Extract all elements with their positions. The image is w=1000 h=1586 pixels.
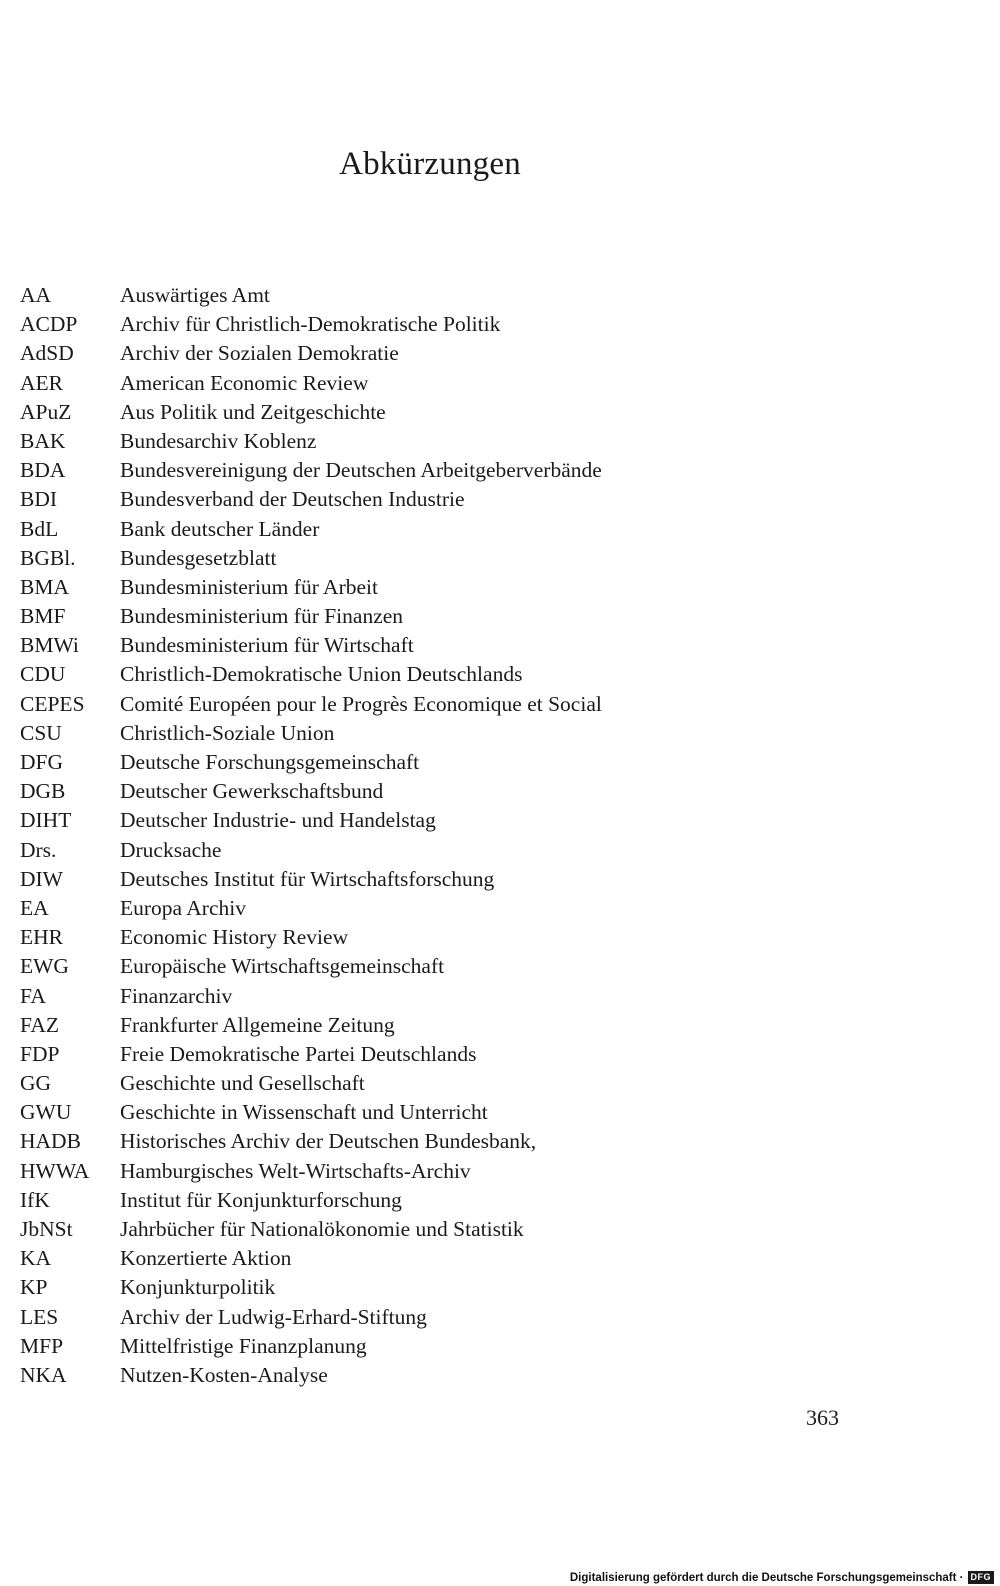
abbreviation-list bbox=[20, 281, 720, 1390]
abbreviation-meaning: Geschichte in Wissenschaft und Unterricht bbox=[120, 1100, 488, 1125]
abbreviation-meaning: Deutscher Gewerkschaftsbund bbox=[120, 779, 384, 804]
abbreviation: BDA bbox=[20, 458, 66, 483]
list-item bbox=[20, 748, 720, 777]
list-item bbox=[20, 398, 720, 427]
abbreviation: EA bbox=[20, 895, 49, 920]
abbreviation-meaning: Historisches Archiv der Deutschen Bundesbank, bbox=[120, 1129, 537, 1154]
list-item bbox=[20, 1303, 720, 1332]
abbreviation: ACDP bbox=[20, 312, 78, 337]
abbreviation-meaning: Archiv für Christlich-Demokratische Politik bbox=[120, 312, 501, 337]
abbreviation: CEPES bbox=[20, 691, 85, 716]
abbreviation: HADB bbox=[20, 1129, 81, 1154]
list-item bbox=[20, 1186, 720, 1215]
abbreviation-meaning: Drucksache bbox=[120, 837, 222, 862]
abbreviation-meaning: Jahrbücher für Nationalökonomie und Statistik bbox=[120, 1217, 524, 1241]
abbreviation: FA bbox=[20, 983, 46, 1008]
abbreviation-meaning: Deutsches Institut für Wirtschaftsforschung bbox=[120, 866, 495, 891]
list-item bbox=[20, 369, 720, 398]
abbreviation-meaning: Bundesministerium für Arbeit bbox=[120, 574, 378, 599]
abbreviation: BdL bbox=[20, 516, 59, 541]
abbreviation-meaning: Nutzen-Kosten-Analyse bbox=[120, 1362, 328, 1387]
list-item bbox=[20, 982, 720, 1011]
abbreviation: BAK bbox=[20, 428, 66, 453]
abbreviation-meaning: Konzertierte Aktion bbox=[120, 1246, 292, 1271]
abbreviation: KA bbox=[20, 1246, 52, 1271]
abbreviation-meaning: Bundesvereinigung der Deutschen Arbeitgeberverbände bbox=[120, 458, 602, 483]
abbreviation-meaning: Aus Politik und Zeitgeschichte bbox=[120, 399, 386, 424]
abbreviation-meaning: Mittelfristige Finanzplanung bbox=[120, 1333, 367, 1358]
list-item bbox=[20, 573, 720, 602]
abbreviation: CSU bbox=[20, 720, 62, 745]
abbreviation: CDU bbox=[20, 662, 66, 687]
list-item bbox=[20, 894, 720, 923]
abbreviation-meaning: Christlich-Demokratische Union Deutschlands bbox=[120, 662, 523, 687]
list-item bbox=[20, 427, 720, 456]
abbreviation-meaning: Bundesministerium für Wirtschaft bbox=[120, 633, 414, 658]
page-number: 363 bbox=[806, 1405, 839, 1430]
list-item bbox=[20, 1069, 720, 1098]
list-item bbox=[20, 719, 720, 748]
abbreviation: DIHT bbox=[20, 808, 72, 833]
dfg-logo: DFG bbox=[968, 1571, 995, 1584]
abbreviation: BMWi bbox=[20, 633, 79, 658]
abbreviation-meaning: Europäische Wirtschaftsgemeinschaft bbox=[120, 954, 445, 979]
abbreviation: AdSD bbox=[20, 341, 74, 366]
list-item bbox=[20, 1215, 720, 1244]
abbreviation: AER bbox=[20, 370, 63, 395]
list-item bbox=[20, 1332, 720, 1361]
list-item bbox=[20, 952, 720, 981]
abbreviation-meaning: Geschichte und Gesellschaft bbox=[120, 1071, 365, 1096]
list-item bbox=[20, 631, 720, 660]
abbreviation: LES bbox=[20, 1304, 59, 1329]
abbreviation-meaning: Hamburgisches Welt-Wirtschafts-Archiv bbox=[120, 1158, 471, 1183]
list-item bbox=[20, 923, 720, 952]
list-item bbox=[20, 1273, 720, 1302]
abbreviation: EHR bbox=[20, 925, 63, 950]
page-title: Abkürzungen bbox=[339, 146, 521, 182]
list-item bbox=[20, 1098, 720, 1127]
list-item bbox=[20, 660, 720, 689]
digitization-credit bbox=[570, 1571, 994, 1584]
abbreviation: APuZ bbox=[20, 399, 72, 424]
abbreviation-meaning: Comité Européen pour le Progrès Economique et Social bbox=[120, 691, 602, 716]
list-item bbox=[20, 1127, 720, 1156]
abbreviation-meaning: Konjunkturpolitik bbox=[120, 1275, 276, 1300]
abbreviation: HWWA bbox=[20, 1158, 90, 1183]
abbreviation: BMA bbox=[20, 574, 69, 599]
abbreviation-meaning: Bundesverband der Deutschen Industrie bbox=[120, 487, 465, 512]
abbreviation-meaning: Christlich-Soziale Union bbox=[120, 720, 335, 745]
list-item bbox=[20, 456, 720, 485]
abbreviation-meaning: Economic History Review bbox=[120, 925, 349, 950]
list-item bbox=[20, 485, 720, 514]
abbreviation: MFP bbox=[20, 1333, 64, 1358]
list-item bbox=[20, 1157, 720, 1186]
abbreviation-meaning: Bundesarchiv Koblenz bbox=[120, 428, 317, 453]
abbreviation: NKA bbox=[20, 1362, 67, 1387]
list-item bbox=[20, 310, 720, 339]
abbreviation-meaning: Archiv der Ludwig-Erhard-Stiftung bbox=[120, 1304, 427, 1329]
abbreviation: DIW bbox=[20, 866, 63, 891]
list-item bbox=[20, 1244, 720, 1273]
abbreviation-meaning: Europa Archiv bbox=[120, 895, 246, 920]
abbreviation: FAZ bbox=[20, 1012, 60, 1037]
abbreviation: FDP bbox=[20, 1041, 60, 1066]
list-item bbox=[20, 339, 720, 368]
abbreviation: AA bbox=[20, 283, 52, 307]
list-item bbox=[20, 777, 720, 806]
abbreviation-meaning: Freie Demokratische Partei Deutschlands bbox=[120, 1041, 477, 1066]
abbreviation-meaning: Archiv der Sozialen Demokratie bbox=[120, 341, 399, 366]
list-item bbox=[20, 836, 720, 865]
abbreviation: GWU bbox=[20, 1100, 72, 1125]
abbreviation-meaning: Auswärtiges Amt bbox=[120, 283, 270, 307]
abbreviation: BGBl. bbox=[20, 545, 76, 570]
list-item bbox=[20, 865, 720, 894]
list-item bbox=[20, 515, 720, 544]
abbreviation: JbNSt bbox=[20, 1217, 73, 1241]
abbreviation: Drs. bbox=[20, 837, 57, 862]
abbreviation: GG bbox=[20, 1071, 52, 1096]
abbreviation: EWG bbox=[20, 954, 69, 979]
abbreviation-meaning: Bundesministerium für Finanzen bbox=[120, 604, 404, 629]
abbreviation-meaning: Deutsche Forschungsgemeinschaft bbox=[120, 750, 420, 774]
list-item bbox=[20, 1040, 720, 1069]
list-item bbox=[20, 690, 720, 719]
list-item bbox=[20, 1361, 720, 1390]
list-item bbox=[20, 281, 720, 310]
abbreviation-meaning: Finanzarchiv bbox=[120, 983, 233, 1008]
abbreviation: BDI bbox=[20, 487, 58, 512]
list-item bbox=[20, 806, 720, 835]
abbreviation-meaning: Deutscher Industrie- und Handelstag bbox=[120, 808, 436, 833]
list-item bbox=[20, 544, 720, 573]
list-item bbox=[20, 602, 720, 631]
list-item bbox=[20, 1011, 720, 1040]
abbreviation-meaning: American Economic Review bbox=[120, 370, 369, 395]
abbreviation-meaning: Bank deutscher Länder bbox=[120, 516, 320, 541]
abbreviation-meaning: Bundesgesetzblatt bbox=[120, 545, 277, 570]
abbreviation: DFG bbox=[20, 750, 64, 774]
abbreviation: DGB bbox=[20, 779, 66, 804]
credit-text: Digitalisierung gefördert durch die Deutsche Forschungsgemeinschaft · bbox=[569, 1571, 964, 1584]
abbreviation-meaning: Institut für Konjunkturforschung bbox=[120, 1187, 402, 1212]
abbreviation: KP bbox=[20, 1275, 48, 1300]
abbreviation-meaning: Frankfurter Allgemeine Zeitung bbox=[120, 1012, 395, 1037]
abbreviation: IfK bbox=[20, 1187, 50, 1212]
abbreviation: BMF bbox=[20, 604, 66, 629]
